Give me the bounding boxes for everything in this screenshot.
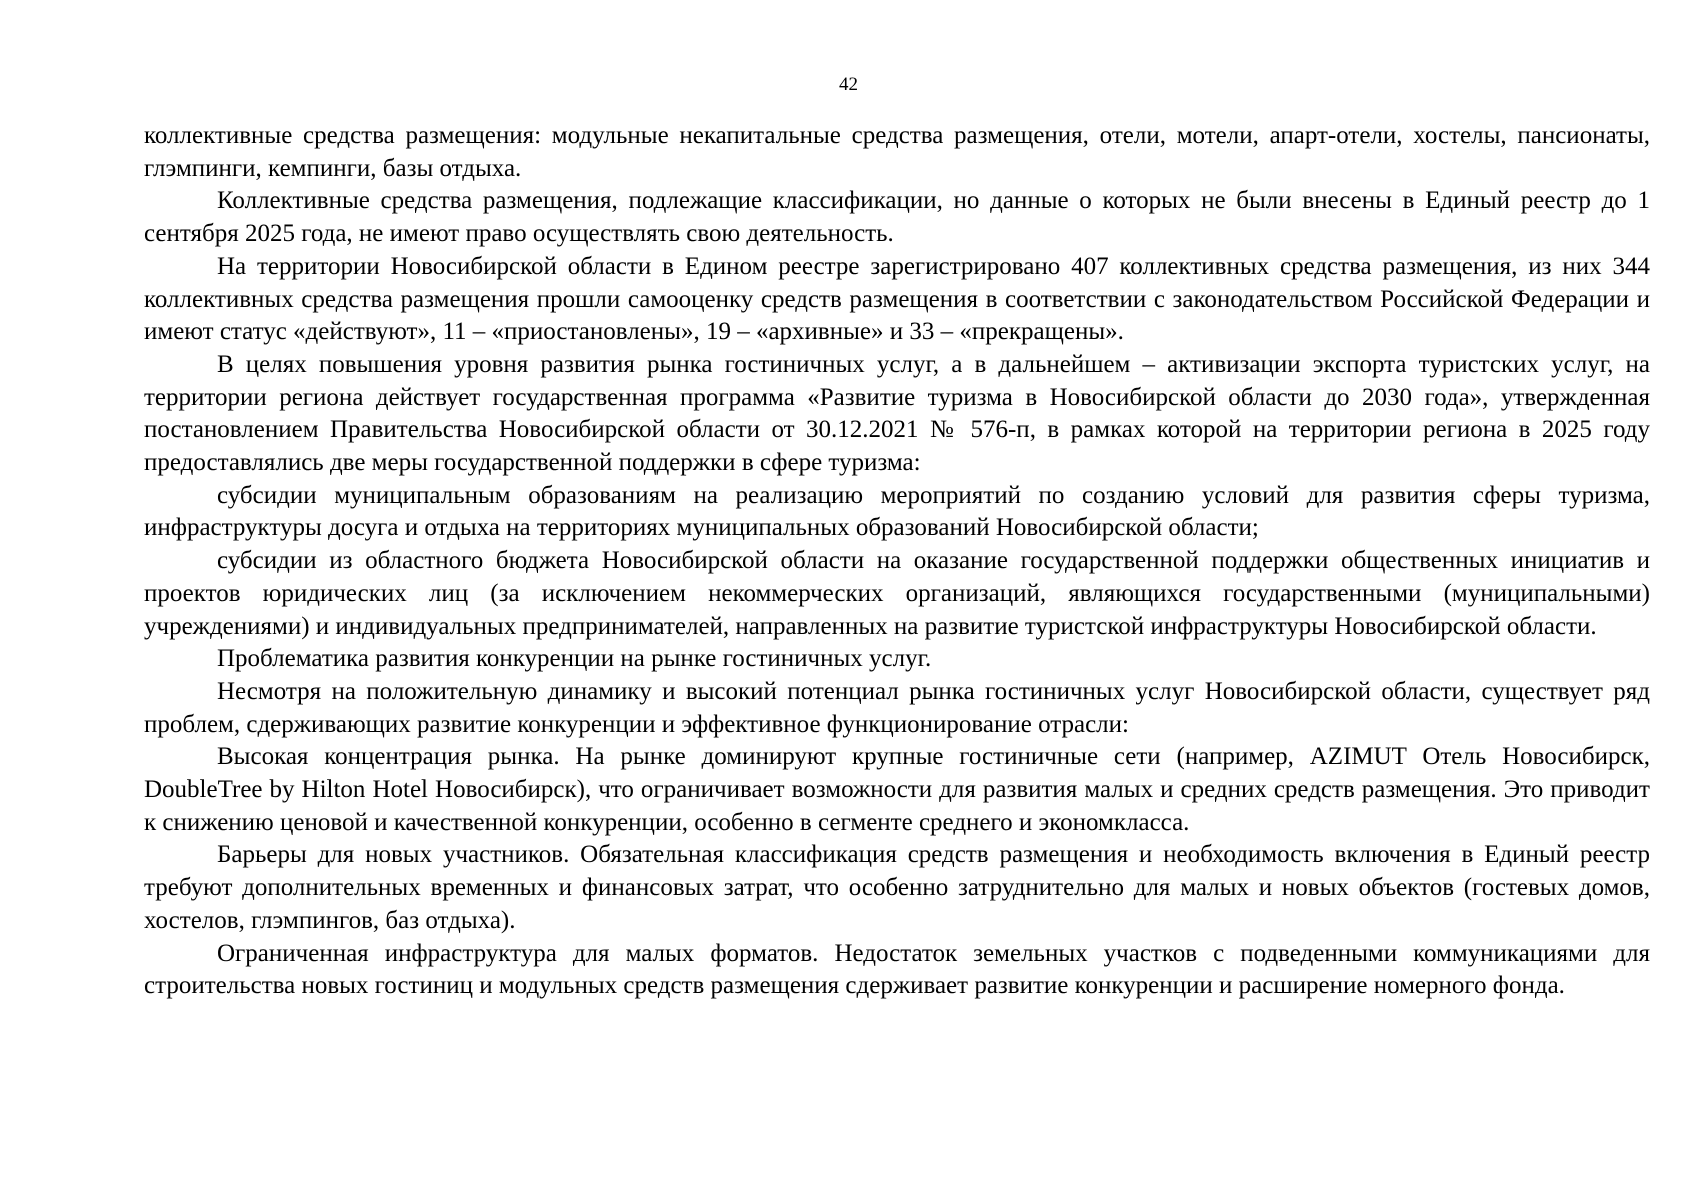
paragraph-subsidy-regional: субсидии из областного бюджета Новосибирской области на оказание государственной поддержки общественных инициатив и проектов юридических лиц (за исключением некоммерческих организаций, являющихся государственными (муниципальными) учреждениями) и индивидуальных предпринимателей, направленных на развитие туристской инфраструктуры Новосибирской области. [144, 547, 1650, 640]
paragraph-problems-intro: Несмотря на положительную динамику и высокий потенциал рынка гостиничных услуг Новосибирской области, существует ряд проблем, сдерживающих развитие конкуренции и эффективное функционирование отрасли: [144, 677, 1650, 738]
paragraph-registry-statistics: На территории Новосибирской области в Едином реестре зарегистрировано 407 коллективных средства размещения, из них 344 коллективных средства размещения прошли самооценку средств размещения в соответствии с законодательством Российской Федерации и имеют статус «действуют», 11 – «приостановлены», 19 – «архивные» и 33 – «прекращены». [144, 252, 1650, 346]
paragraph-state-program: В целях повышения уровня развития рынка гостиничных услуг, а в дальнейшем – активизации экспорта туристских услуг, на территории региона действует государственная программа «Развитие туризма в Новосибирской области до 2030 года», утвержденная постановлением Правительства Новосибирской области от 30.12.2021 № 576-п, в рамках которой на территории региона в 2025 году предоставлялись две меры государственной поддержки в сфере туризма: [144, 350, 1650, 477]
paragraph-limited-infrastructure: Ограниченная инфраструктура для малых форматов. Недостаток земельных участков с подведенными коммуникациями для строительства новых гостиниц и модульных средств размещения сдерживает развитие конкуренции и расширение номерного фонда. [144, 939, 1650, 1000]
paragraph-section-heading: Проблематика развития конкуренции на рынке гостиничных услуг. [217, 645, 932, 673]
paragraph-subsidy-municipal: субсидии муниципальным образованиям на реализацию мероприятий по созданию условий для развития сферы туризма, инфраструктуры досуга и отдыха на территориях муниципальных образований Новосибирской области; [144, 481, 1650, 542]
paragraph-market-concentration: Высокая концентрация рынка. На рынке доминируют крупные гостиничные сети (например, AZIMUT Отель Новосибирск, DoubleTree by Hilton Hotel Новосибирск), что ограничивает возможности для развития малых и средних средств размещения. Это приводит к снижению ценовой и качественной конкуренции, особенно в сегменте среднего и экономкласса. [144, 743, 1650, 836]
page-number: 42 [839, 74, 858, 95]
document-body [144, 120, 1650, 1003]
paragraph-entry-barriers: Барьеры для новых участников. Обязательная классификация средств размещения и необходимость включения в Единый реестр требуют дополнительных временных и финансовых затрат, что особенно затруднительно для малых и новых объектов (гостевых домов, хостелов, глэмпингов, баз отдыха). [144, 841, 1650, 934]
paragraph-accommodation-types: коллективные средства размещения: модульные некапитальные средства размещения, отели, мотели, апарт-отели, хостелы, пансионаты, глэмпинги, кемпинги, базы отдыха. [144, 122, 1650, 182]
paragraph-registry-deadline: Коллективные средства размещения, подлежащие классификации, но данные о которых не были внесены в Единый реестр до 1 сентября 2025 года, не имеют право осуществлять свою деятельность. [144, 187, 1650, 248]
